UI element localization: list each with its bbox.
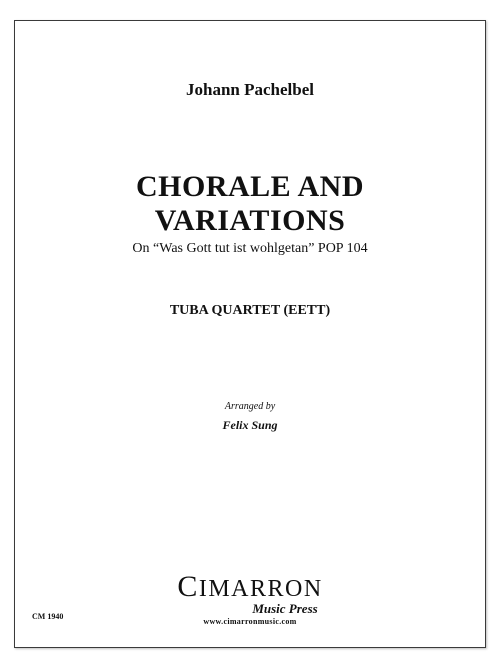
publisher-subname: Music Press [252, 601, 318, 616]
publisher-logo [150, 570, 350, 627]
publisher-name-initial: C [177, 570, 199, 603]
title [0, 170, 500, 238]
publisher-name [150, 570, 350, 603]
composer-name: Johann Pachelbel [186, 80, 314, 99]
arranged-by-label: Arranged by [224, 401, 276, 412]
catalog-number: CM 1940 [32, 612, 64, 621]
instrumentation: TUBA QUARTET (EETT) [169, 303, 331, 318]
arranger-name: Felix Sung [222, 418, 278, 432]
subtitle: On “Was Gott tut ist wohlgetan” POP 104 [132, 241, 368, 256]
title-line-2: VARIATIONS [154, 204, 346, 237]
page-border [14, 20, 486, 648]
publisher-name-rest: IMARRON [198, 576, 323, 602]
title-line-1: CHORALE AND [135, 170, 365, 203]
publisher-website: www.cimarronmusic.com [203, 617, 297, 626]
